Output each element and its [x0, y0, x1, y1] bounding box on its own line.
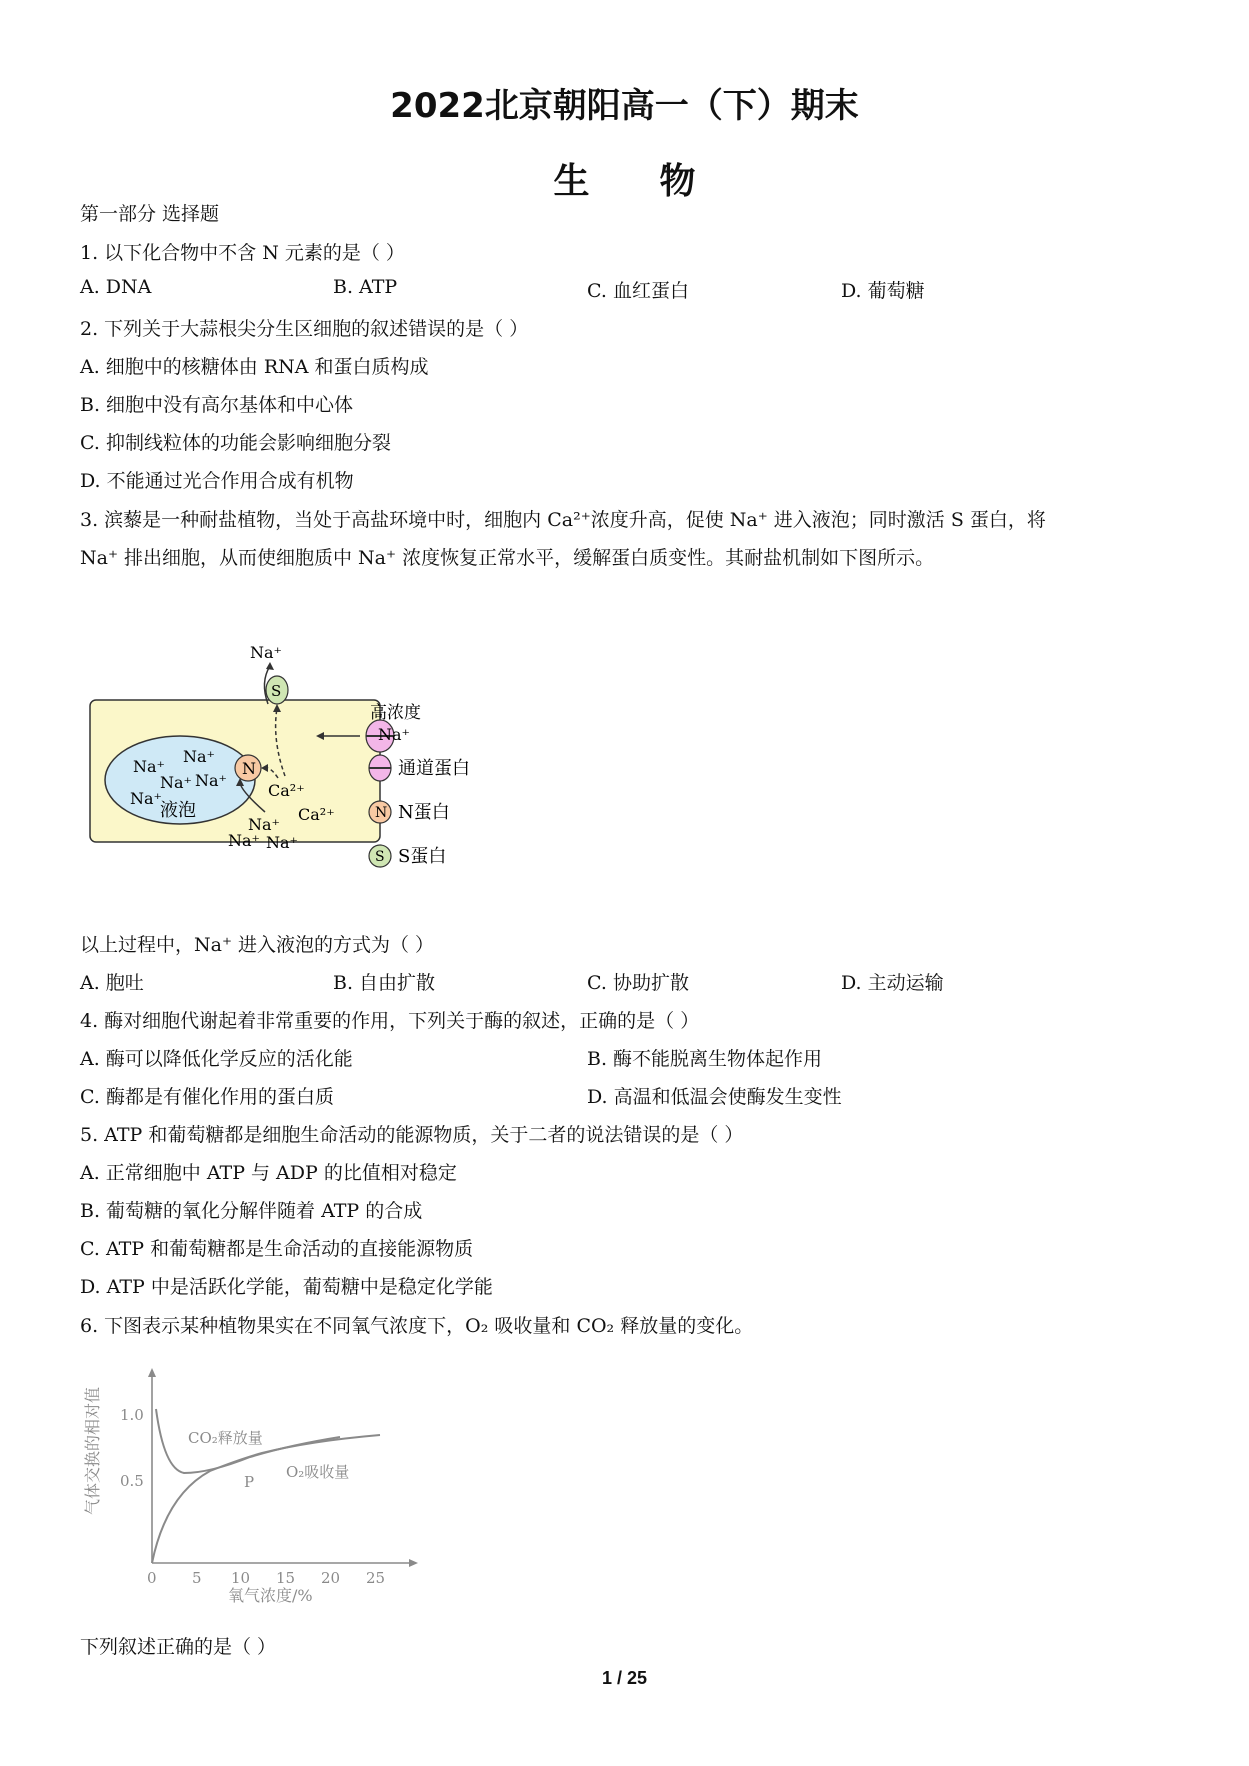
q5-option-a: A. 正常细胞中 ATP 与 ADP 的比值相对稳定: [80, 1162, 457, 1184]
legend-n-letter: N: [375, 805, 388, 821]
q1-option-a: A. DNA: [80, 276, 152, 298]
q1-option-d: D. 葡萄糖: [841, 280, 925, 302]
q1-option-b: B. ATP: [333, 276, 398, 298]
q3-option-d: D. 主动运输: [841, 972, 944, 994]
y-tick-1-0: 1.0: [120, 1406, 144, 1424]
vacuole-label: 液泡: [160, 800, 196, 821]
x-tick-25: 25: [366, 1569, 386, 1587]
x-axis-label: 氧气浓度/%: [228, 1586, 313, 1605]
section-heading: 第一部分 选择题: [80, 203, 220, 225]
q5-stem: 5. ATP 和葡萄糖都是细胞生命活动的能源物质，关于二者的说法错误的是（ ）: [80, 1124, 744, 1146]
salt-tolerance-diagram: [80, 640, 520, 900]
vacuole-na-2: Na⁺: [183, 747, 215, 766]
y-axis-label: 气体交换的相对值: [83, 1386, 102, 1515]
q3-option-b: B. 自由扩散: [333, 972, 436, 994]
q4-stem: 4. 酶对细胞代谢起着非常重要的作用，下列关于酶的叙述，正确的是（ ）: [80, 1010, 700, 1032]
q3-stem-line1: 3. 滨藜是一种耐盐植物，当处于高盐环境中时，细胞内 Ca²⁺浓度升高，促使 Na⁺ 进入液泡；同时激活 S 蛋白，将: [80, 509, 1046, 531]
subject-title: 生物: [553, 161, 766, 202]
q6-stem: 6. 下图表示某种植物果实在不同氧气浓度下，O₂ 吸收量和 CO₂ 释放量的变化。: [80, 1315, 754, 1337]
x-tick-0: 0: [147, 1569, 157, 1587]
s-protein-label: S: [271, 682, 282, 700]
co2-curve-label: CO₂释放量: [188, 1429, 263, 1447]
q4-option-c: C. 酶都是有催化作用的蛋白质: [80, 1086, 334, 1108]
q3-ask: 以上过程中，Na⁺ 进入液泡的方式为（ ）: [80, 934, 435, 956]
legend-s-label: S蛋白: [398, 846, 447, 867]
ca-label-2: Ca²⁺: [298, 805, 335, 824]
x-tick-20: 20: [321, 1569, 341, 1587]
q2-option-c: C. 抑制线粒体的功能会影响细胞分裂: [80, 432, 391, 454]
q2-option-a: A. 细胞中的核糖体由 RNA 和蛋白质构成: [80, 356, 429, 378]
q4-option-d: D. 高温和低温会使酶发生变性: [587, 1086, 842, 1108]
x-tick-5: 5: [192, 1569, 202, 1587]
na-outside-label: Na⁺: [250, 643, 282, 662]
q4-option-a: A. 酶可以降低化学反应的活化能: [80, 1048, 353, 1070]
q3-stem-line2: Na⁺ 排出细胞，从而使细胞质中 Na⁺ 浓度恢复正常水平，缓解蛋白质变性。其耐盐机制如下图所示。: [80, 547, 935, 569]
high-conc-label: 高浓度: [370, 703, 421, 723]
vacuole-na-1: Na⁺: [133, 757, 165, 776]
x-tick-15: 15: [276, 1569, 296, 1587]
legend-n-label: N蛋白: [398, 802, 450, 823]
x-tick-10: 10: [231, 1569, 251, 1587]
page-number: 1 / 25: [601, 1668, 648, 1688]
q2-option-d: D. 不能通过光合作用合成有机物: [80, 470, 354, 492]
page-title: 2022北京朝阳高一（下）期末: [390, 86, 859, 126]
gas-exchange-graph: [80, 1365, 440, 1605]
cytoplasm-na-2: Na⁺: [228, 831, 260, 850]
vacuole-na-5: Na⁺: [130, 789, 162, 808]
q6-ask: 下列叙述正确的是（ ）: [80, 1636, 277, 1658]
legend-s-letter: S: [375, 849, 385, 865]
vacuole-na-4: Na⁺: [195, 771, 227, 790]
point-p-label: P: [244, 1473, 255, 1491]
q4-option-b: B. 酶不能脱离生物体起作用: [587, 1048, 823, 1070]
q2-stem: 2. 下列关于大蒜根尖分生区细胞的叙述错误的是（ ）: [80, 318, 529, 340]
q2-option-b: B. 细胞中没有高尔基体和中心体: [80, 394, 354, 416]
q3-option-c: C. 协助扩散: [587, 972, 689, 994]
cytoplasm-na-3: Na⁺: [266, 833, 298, 852]
n-protein-label: N: [242, 759, 256, 778]
vacuole-na-3: Na⁺: [160, 773, 192, 792]
o2-uptake-curve: [152, 1435, 380, 1563]
cytoplasm-na-1: Na⁺: [248, 815, 280, 834]
q5-option-b: B. 葡萄糖的氧化分解伴随着 ATP 的合成: [80, 1200, 423, 1222]
y-axis-arrow: [148, 1368, 156, 1377]
y-tick-0-5: 0.5: [120, 1472, 144, 1490]
legend-channel-label: 通道蛋白: [398, 758, 470, 779]
q5-option-d: D. ATP 中是活跃化学能，葡萄糖中是稳定化学能: [80, 1276, 493, 1298]
q3-option-a: A. 胞吐: [80, 972, 144, 994]
ca-label-1: Ca²⁺: [268, 781, 305, 800]
high-conc-na-label: Na⁺: [378, 725, 410, 744]
x-axis-arrow: [409, 1559, 418, 1567]
o2-curve-label: O₂吸收量: [286, 1463, 350, 1481]
q5-option-c: C. ATP 和葡萄糖都是生命活动的直接能源物质: [80, 1238, 474, 1260]
q1-stem: 1. 以下化合物中不含 N 元素的是（ ）: [80, 242, 405, 264]
q1-option-c: C. 血红蛋白: [587, 280, 689, 302]
s-efflux-arrowhead: [266, 662, 274, 670]
